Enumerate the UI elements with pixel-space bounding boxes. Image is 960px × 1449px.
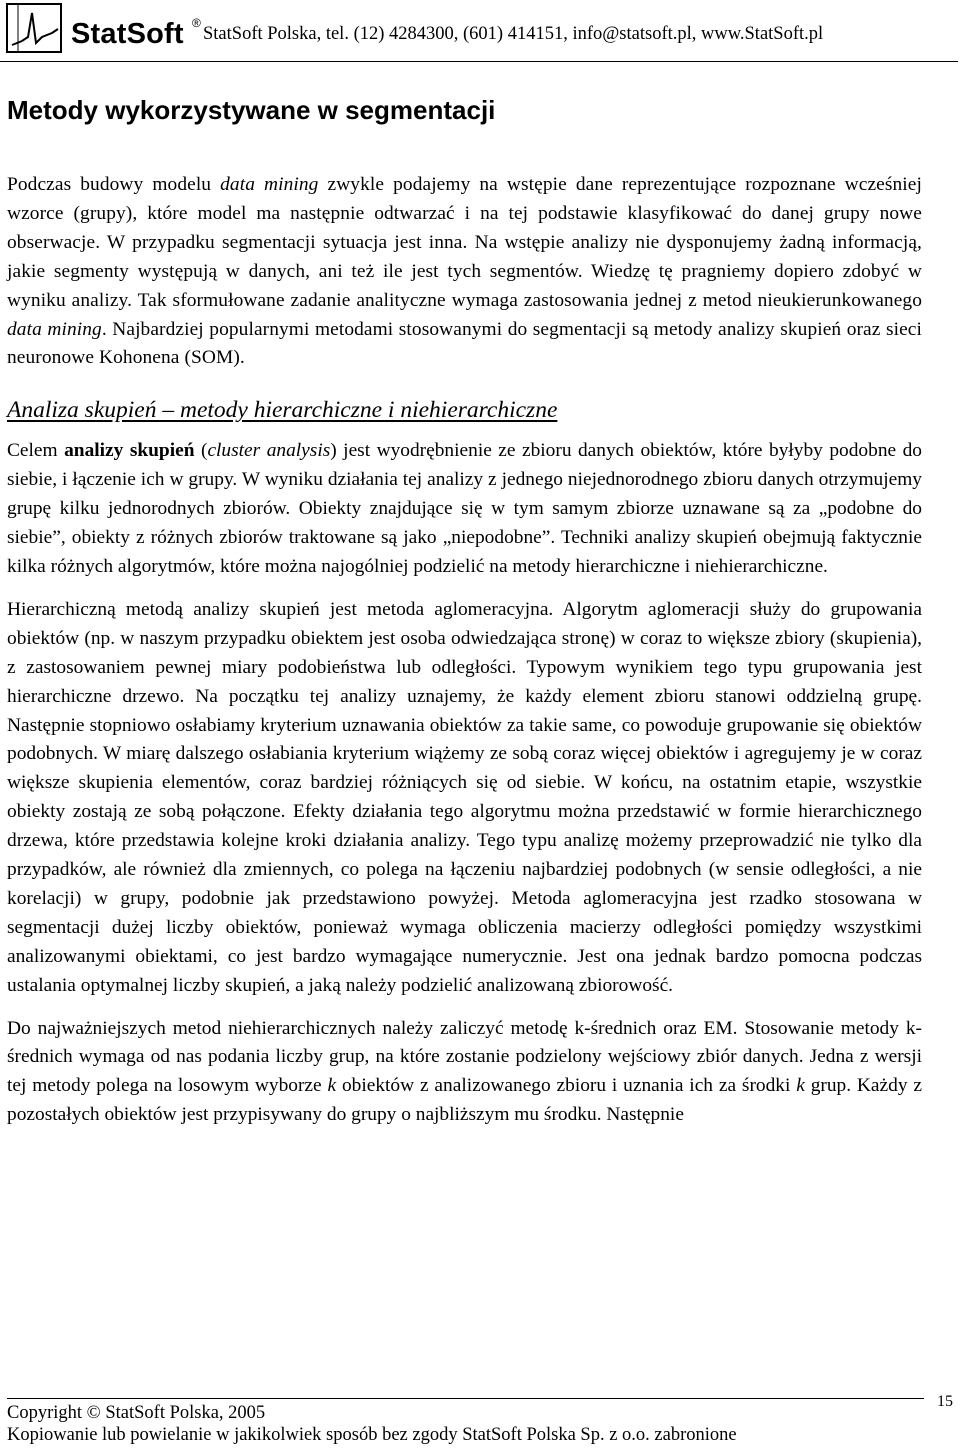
italic-text: data mining — [7, 318, 102, 340]
logo-wordmark: StatSoft — [71, 18, 184, 50]
bold-text: analizy skupień — [64, 440, 195, 462]
text-run: zwykle podajemy na wstępie dane reprezentujące rozpoznane wcześniej wzorce (grupy), które model ma następnie odtwarzać i na tej podstawie klasyfikować do danej grupy nowe obserwacje. W przypadku segmentacji sytuacja jest inna. Na wstępie analizy nie dysponujemy żadną informacją, jakie segmenty występują w danych, ani też ile jest tych segmentów. Wiedzę tę pragniemy dopiero zdobyć w wyniku analizy. Tak sformułowane zadanie analityczne wymaga zastosowania jednej z metod nieukierunkowanego — [7, 174, 922, 311]
header-contact-line: StatSoft Polska, tel. (12) 4284300, (601) 414151, info@statsoft.pl, www.StatSoft.pl — [203, 24, 824, 44]
footer-copy-notice: Kopiowanie lub powielanie w jakikolwiek sposób bez zgody StatSoft Polska Sp. z o.o. zabronione — [7, 1425, 737, 1445]
page-title: Metody wykorzystywane w segmentacji — [7, 95, 496, 125]
text-run: grup. Każdy z pozostałych obiektów jest przypisywany do grupy o najbliższym mu środku. Następnie — [7, 1075, 922, 1126]
text-run: Celem — [7, 440, 65, 462]
document-body — [7, 94, 922, 1130]
text-run: Podczas budowy modelu — [7, 174, 221, 195]
header-divider — [0, 61, 958, 62]
text-run: ) jest wyodrębnienie ze zbioru danych obiektów, które byłyby podobne do siebie, i łączenie ich w grupy. W wyniku działania tej analizy z jednego niejednorodnego zbioru danych otrzymujemy grupę kilku jednorodnych zbiorów. Obiekty znajdujące się w tym samym zbiorze uznawane są za „podobne do siebie”, obiekty z różnych zbiorów traktowane są jako „niepodobne”. Techniki analizy skupień obejmują faktycznie kilka różnych algorytmów, które można najogólniej podzielić na metody hierarchiczne i niehierarchiczne. — [7, 440, 922, 577]
text-run: ( — [194, 440, 208, 462]
text-run: obiektów z analizowanego zbioru i uznania ich za środki — [336, 1075, 797, 1097]
paragraph-hierarchical-method — [7, 596, 922, 1001]
page-header — [0, 0, 960, 62]
italic-text: cluster analysis — [207, 440, 331, 462]
footer-copyright: Copyright © StatSoft Polska, 2005 — [7, 1403, 266, 1423]
text-run: Hierarchiczną metodą analizy skupień jest metoda aglomeracyjna. Algorytm aglomeracji służy do grupowania obiektów (np. w naszym przypadku obiektem jest osoba odwiedzająca stronę) w coraz to większe zbiory (skupienia), z zastosowaniem pewnej miary podobieństwa lub odległości. Typowym wynikiem tego typu grupowania jest hierarchiczne drzewo. Na początku tej analizy uznajemy, że każdy element zbioru stanowi oddzielną grupę. Następnie stopniowo osłabiamy kryterium uznawania obiektów za takie same, co powoduje grupowanie się obiektów podobnych. W miarę dalszego osłabiania kryterium wiążemy ze sobą coraz więcej obiektów i agregujemy je w coraz większe skupienia elementów, coraz bardziej różniących się od siebie. W końcu, na ostatnim etapie, wszystkie obiekty zostają ze sobą połączone. Efekty działania tego algorytmu można przedstawić w formie hierarchicznego drzewa, które przedstawia kolejne kroki działania analizy. Tego typu analizę możemy przeprowadzić nie tylko dla przypadków, ale również dla zmiennych, co polega na łączeniu najbardziej podobnych (w sensie odległości, a nie korelacji) w grupy, podobnie jak przedstawiono powyżej. Metoda aglomeracyjna jest rzadko stosowana w segmentacji dużej liczby obiektów, ponieważ wymaga obliczenia macierzy odległości pomiędzy wszystkimi analizowanymi obiektami, co jest bardzo wymagające numerycznie. Jest ona jednak bardzo pomocna podczas ustalania optymalnej liczby skupień, a jaką należy podzielić analizowaną zbiorowość. — [7, 598, 922, 996]
italic-text: data mining — [220, 174, 319, 195]
statsoft-chart-logo-icon — [6, 3, 68, 59]
section-heading: Analiza skupień – metody hierarchiczne i niehierarchiczne — [7, 397, 558, 424]
registered-mark: ® — [192, 16, 201, 30]
statsoft-logo — [6, 3, 201, 59]
text-run: Do najważniejszych metod niehierarchicznych należy zaliczyć metodę k-średnich oraz EM. Stosowanie metody k-średnich wymaga od nas podania liczby grup, na które zostanie podzielony wejściowy zbiór danych. Jedna z wersji tej metody polega na losowym wyborze — [7, 1017, 922, 1097]
page-number: 15 — [937, 1393, 953, 1410]
paragraph-non-hierarchical-method — [7, 1015, 922, 1131]
paragraph-cluster-analysis — [7, 437, 922, 582]
italic-text: k — [796, 1075, 805, 1097]
text-run: . Najbardziej popularnymi metodami stosowanymi do segmentacji są metody analizy skupień oraz sieci neuronowe Kohonena (SOM). — [7, 318, 922, 369]
italic-text: k — [327, 1075, 337, 1097]
footer-divider — [7, 1398, 924, 1399]
intro-paragraph — [7, 171, 922, 373]
